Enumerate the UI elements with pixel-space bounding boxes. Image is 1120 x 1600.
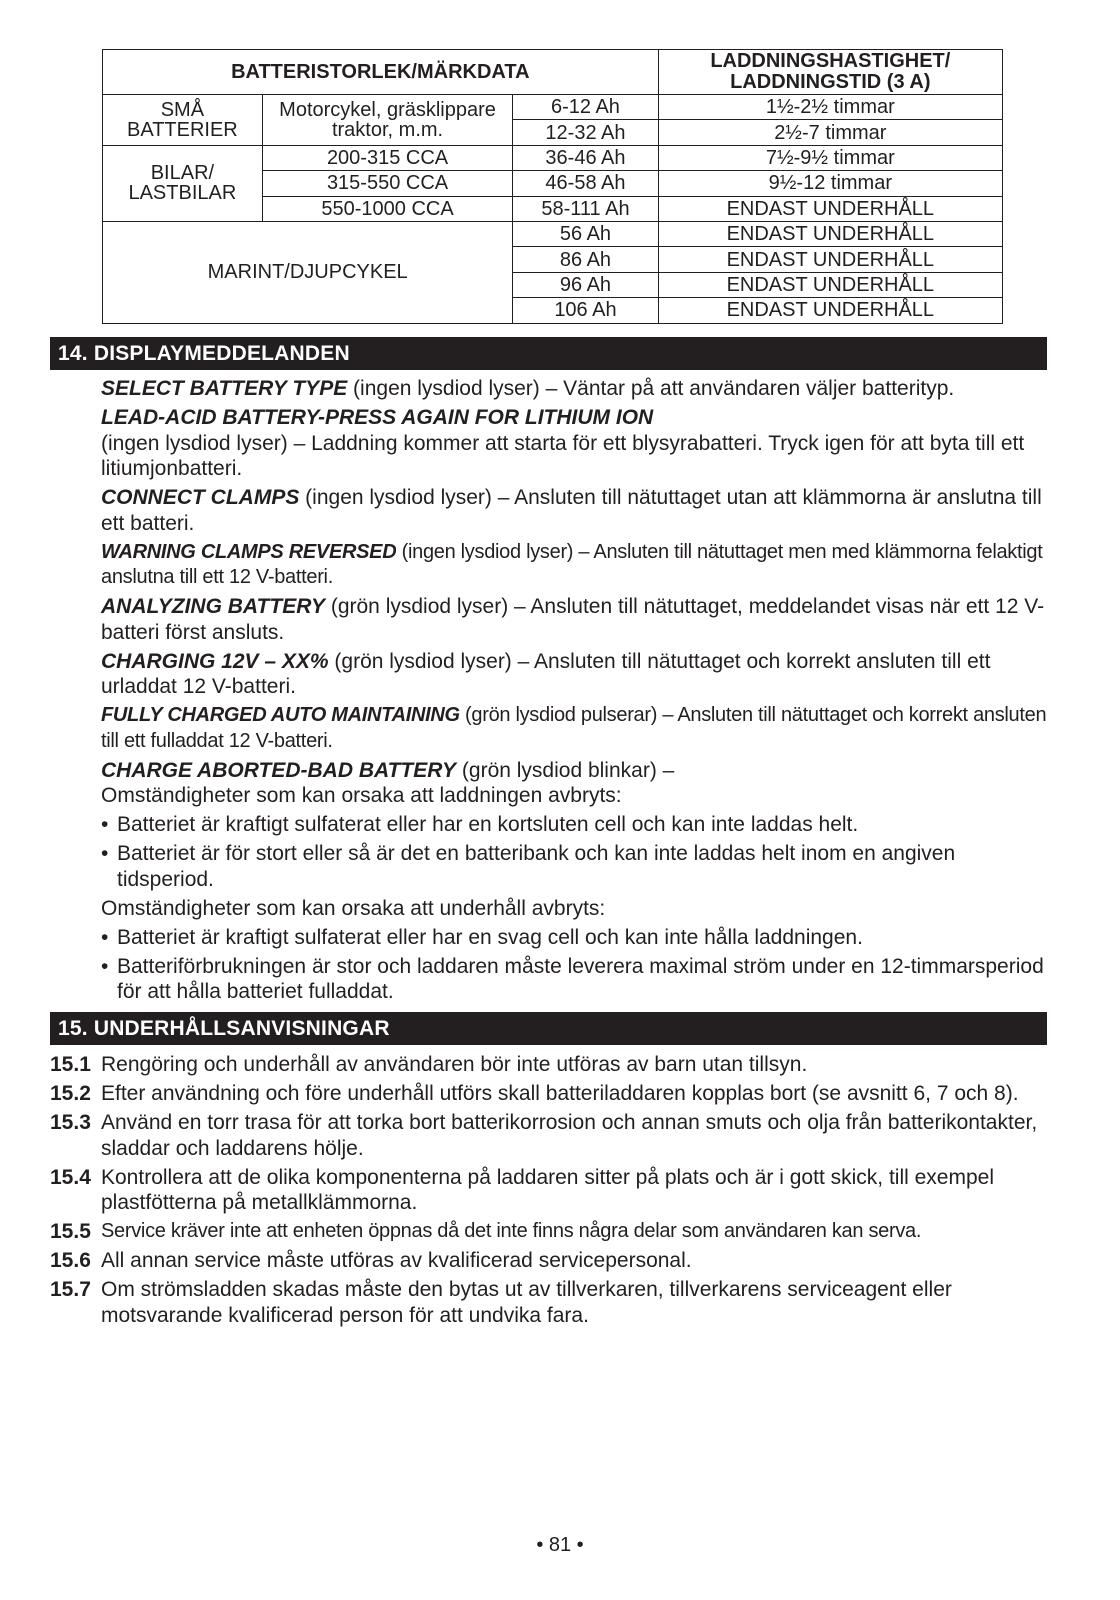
message-command: CHARGE ABORTED-BAD BATTERY xyxy=(101,758,457,782)
message-command: ANALYZING BATTERY xyxy=(101,595,325,618)
item-number: 15.3 xyxy=(50,1111,91,1134)
section-15-heading: 15. UNDERHÅLLSANVISNINGAR xyxy=(50,1012,1047,1045)
message-item xyxy=(101,649,1051,700)
cell-ah: 106 Ah xyxy=(513,298,658,323)
item-number: 15.6 xyxy=(50,1249,91,1272)
item-number: 15.5 xyxy=(50,1220,91,1243)
cell-cca: 200-315 CCA xyxy=(262,145,513,170)
bullet-item xyxy=(101,925,1051,951)
small-battery-type: Motorcykel, gräsklippare traktor, m.m. xyxy=(262,95,513,146)
bullet-text: Batteriförbrukningen är stor och laddaren måste leverera maximal ström under en 12-timmarsperiod för att hålla batteriet fulladdat. xyxy=(117,954,1044,1003)
cell-ah: 58-111 Ah xyxy=(513,196,658,221)
table-header-rate-line2: LADDNINGSTID (3 A) xyxy=(730,71,931,93)
item-number: 15.4 xyxy=(50,1165,91,1189)
message-item xyxy=(101,594,1051,645)
item-number: 15.2 xyxy=(50,1082,91,1105)
cell-time: ENDAST UNDERHÅLL xyxy=(658,298,1002,323)
message-text: (grön lysdiod lyser) – Ansluten till nätuttaget och korrekt ansluten till ett urladdat 12 V-batteri. xyxy=(101,649,991,698)
item-text: Efter användning och före underhåll utförs skall batteriladdaren kopplas bort (se avsnitt 6, 7 och 8). xyxy=(101,1082,1019,1105)
cell-ah: 56 Ah xyxy=(513,221,658,246)
message-text: (ingen lysdiod lyser) – Ansluten till nätuttaget men med klämmorna felaktigt anslutna till ett 12 V-batteri. xyxy=(101,540,1043,588)
message-command: FULLY CHARGED AUTO MAINTAINING xyxy=(101,704,460,726)
message-text: (ingen lysdiod lyser) – Väntar på att användaren väljer batterityp. xyxy=(347,377,955,400)
message-text: (grön lysdiod lyser) – Ansluten till nätuttaget, meddelandet visas när ett 12 V-batteri först ansluts. xyxy=(101,595,1045,644)
cell-cca: 550-1000 CCA xyxy=(262,196,513,221)
message-item xyxy=(101,540,1051,591)
message-item xyxy=(101,405,1051,482)
message-text: (ingen lysdiod lyser) – Ansluten till nätuttaget utan att klämmorna är anslutna till ett batteri. xyxy=(101,486,1042,535)
bullet-text: Batteriet är kraftigt sulfaterat eller har en svag cell och kan inte hålla laddningen. xyxy=(117,925,863,949)
item-text: Service kräver inte att enheten öppnas då det inte finns några delar som användaren kan serva. xyxy=(101,1220,922,1242)
cell-time: ENDAST UNDERHÅLL xyxy=(658,221,1002,246)
message-command: LEAD-ACID BATTERY-PRESS AGAIN FOR LITHIUM ION xyxy=(101,406,654,429)
item-number: 15.7 xyxy=(50,1278,91,1301)
maintenance-item xyxy=(50,1277,1050,1328)
cell-ah: 46-58 Ah xyxy=(513,171,658,196)
table-row xyxy=(103,95,1003,120)
cell-ah: 12-32 Ah xyxy=(513,120,658,145)
bullet-icon: • xyxy=(101,842,109,865)
item-text: Om strömsladden skadas måste den bytas ut av tillverkaren, tillverkarens serviceagent eller motsvarande kvalificerad person för att undvika fara. xyxy=(101,1278,952,1327)
bullet-text: Batteriet är kraftigt sulfaterat eller har en kortsluten cell och kan inte laddas helt. xyxy=(117,813,859,836)
cell-ah: 6-12 Ah xyxy=(513,95,658,120)
table-header-rate-line1: LADDNINGSHASTIGHET/ xyxy=(710,50,951,72)
message-item xyxy=(101,703,1051,754)
message-command: CONNECT CLAMPS xyxy=(101,486,300,509)
item-text: Använd en torr trasa för att torka bort batterikorrosion och annan smuts och olja från batterikontakter, sladdar och laddarens hölje. xyxy=(101,1111,1038,1160)
message-command: CHARGING 12V – XX% xyxy=(101,649,329,673)
section-14-heading: 14. DISPLAYMEDDELANDEN xyxy=(50,337,1047,370)
cell-time: 7½-9½ timmar xyxy=(658,145,1002,170)
message-text: (ingen lysdiod lyser) – Laddning kommer att starta för ett blysyrabatteri. Tryck igen för att byta till ett litiumjonbatteri. xyxy=(101,431,1025,480)
table-header-rate xyxy=(658,50,1002,95)
cell-cca: 315-550 CCA xyxy=(262,171,513,196)
cell-ah: 96 Ah xyxy=(513,272,658,297)
maintenance-instructions-list xyxy=(50,1052,1050,1332)
item-number: 15.1 xyxy=(50,1053,91,1076)
bullet-icon: • xyxy=(101,813,109,836)
maintenance-abort-intro: Omständigheter som kan orsaka att underhåll avbryts: xyxy=(101,896,606,920)
page-number: • 81 • xyxy=(536,1534,584,1556)
message-item xyxy=(101,485,1051,536)
bullet-item xyxy=(101,954,1051,1005)
group-marine-deep-cycle: MARINT/DJUPCYKEL xyxy=(103,221,513,323)
charge-abort-intro: Omständigheter som kan orsaka att laddningen avbryts: xyxy=(101,784,622,807)
message-command: SELECT BATTERY TYPE xyxy=(101,377,348,400)
battery-charging-table xyxy=(102,49,1003,324)
cell-time: ENDAST UNDERHÅLL xyxy=(658,196,1002,221)
message-item xyxy=(101,376,1051,402)
cell-time: 9½-12 timmar xyxy=(658,171,1002,196)
maintenance-item xyxy=(50,1165,1050,1216)
group-small-batteries: SMÅ BATTERIER xyxy=(103,95,263,146)
message-command: WARNING CLAMPS REVERSED xyxy=(101,540,397,563)
group-cars-trucks: BILAR/ LASTBILAR xyxy=(103,145,263,221)
maintenance-item xyxy=(50,1052,1050,1078)
bullet-item xyxy=(101,841,1051,892)
cell-time: ENDAST UNDERHÅLL xyxy=(658,272,1002,297)
cell-ah: 36-46 Ah xyxy=(513,145,658,170)
message-item xyxy=(101,758,1051,784)
bullet-icon: • xyxy=(101,925,109,949)
bullet-item xyxy=(101,812,1051,838)
table-header-size: BATTERISTORLEK/MÄRKDATA xyxy=(103,50,659,95)
cell-time: 2½-7 timmar xyxy=(658,120,1002,145)
bullet-text: Batteriet är för stort eller så är det en batteribank och kan inte laddas helt inom en angiven tidsperiod. xyxy=(117,842,956,891)
cell-ah: 86 Ah xyxy=(513,247,658,272)
message-text: (grön lysdiod blinkar) – xyxy=(456,758,675,782)
maintenance-item xyxy=(50,1248,1050,1274)
bullet-icon: • xyxy=(101,954,109,978)
table-header-row xyxy=(103,50,1003,95)
maintenance-item xyxy=(50,1219,1050,1245)
maintenance-item xyxy=(50,1081,1050,1107)
item-text: All annan service måste utföras av kvalificerad servicepersonal. xyxy=(101,1249,692,1272)
table-row xyxy=(103,145,1003,170)
table-row xyxy=(103,221,1003,246)
display-messages-list xyxy=(101,376,1051,1008)
item-text: Kontrollera att de olika komponenterna på laddaren sitter på plats och är i gott skick, till exempel plastfötterna på metallklämmorna. xyxy=(101,1165,994,1214)
maintenance-item xyxy=(50,1110,1050,1161)
cell-time: 1½-2½ timmar xyxy=(658,95,1002,120)
item-text: Rengöring och underhåll av användaren bör inte utföras av barn utan tillsyn. xyxy=(101,1053,808,1076)
cell-time: ENDAST UNDERHÅLL xyxy=(658,247,1002,272)
message-text: (grön lysdiod pulserar) – Ansluten till nätuttaget och korrekt ansluten till ett fulladdat 12 V-batteri. xyxy=(101,704,1047,752)
